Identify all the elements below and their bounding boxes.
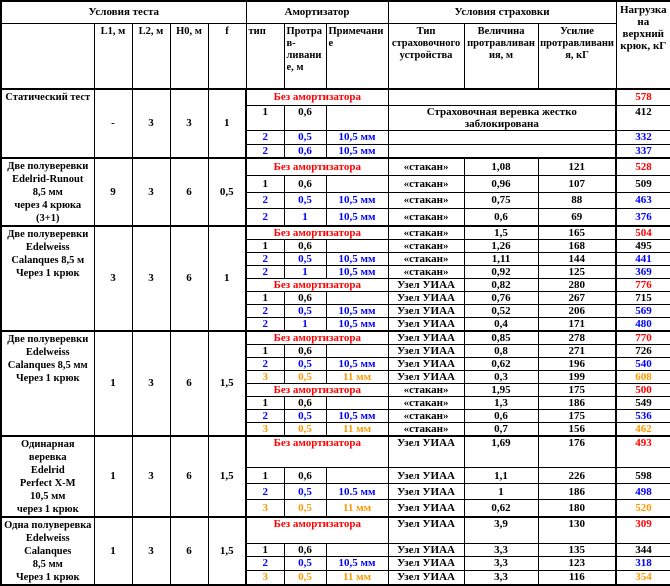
belay-device-cell: «стакан» bbox=[388, 175, 464, 192]
absorber-payout-cell: 0,5 bbox=[284, 370, 326, 383]
no-absorber-banner: Без амортизатора bbox=[246, 436, 388, 468]
absorber-payout-cell: 0,5 bbox=[284, 422, 326, 436]
section-label-line: Calanques 8,5 м bbox=[11, 254, 85, 266]
absorber-type-cell: 2 bbox=[246, 130, 284, 144]
belay-device-cell: Узел УИАА bbox=[388, 317, 464, 331]
test-l2: 3 bbox=[132, 517, 170, 585]
section-label-line: Edelrid bbox=[30, 464, 65, 476]
payout-force-cell: 171 bbox=[538, 317, 616, 331]
no-absorber-banner: Без амортизатора bbox=[246, 383, 388, 396]
payout-value-cell: 1,26 bbox=[464, 239, 538, 252]
payout-value-cell: 1,1 bbox=[464, 468, 538, 484]
absorber-type-cell: 2 bbox=[246, 265, 284, 278]
belay-device-cell: Узел УИАА bbox=[388, 468, 464, 484]
absorber-type-cell: 1 bbox=[246, 175, 284, 192]
absorber-note-cell: 10,5 мм bbox=[326, 192, 388, 209]
section-label bbox=[1, 226, 94, 331]
column-header-belay-device-type: Тип страховочного устройства bbox=[388, 23, 464, 89]
absorber-payout-cell: 0,5 bbox=[284, 252, 326, 265]
section-label-line: Через 1 крюк bbox=[15, 267, 80, 279]
top-hook-load-cell: 337 bbox=[616, 144, 670, 158]
no-absorber-banner: Без амортизатора bbox=[246, 158, 388, 176]
payout-value-cell: 0,6 bbox=[464, 409, 538, 422]
section-label-line: через 4 крюка (3+1) bbox=[14, 199, 82, 224]
absorber-note-cell: 11 мм bbox=[326, 422, 388, 436]
absorber-payout-cell: 0,6 bbox=[284, 543, 326, 556]
top-hook-load-cell: 540 bbox=[616, 357, 670, 370]
absorber-type-cell: 1 bbox=[246, 239, 284, 252]
payout-force-cell: 186 bbox=[538, 396, 616, 409]
absorber-type-cell: 2 bbox=[246, 192, 284, 209]
section-label-line: Две полуверевки bbox=[7, 228, 89, 240]
column-header-row-label bbox=[1, 23, 94, 89]
absorber-note-cell: 10,5 мм bbox=[326, 265, 388, 278]
payout-force-cell: 168 bbox=[538, 239, 616, 252]
absorber-type-cell: 3 bbox=[246, 422, 284, 436]
payout-force-cell: 278 bbox=[538, 331, 616, 345]
payout-value-cell: 1,95 bbox=[464, 383, 538, 396]
section-label-line: Edelrid-Runout bbox=[12, 173, 84, 185]
absorber-note-cell: 11 мм bbox=[326, 370, 388, 383]
payout-value-cell: 1,08 bbox=[464, 158, 538, 176]
top-hook-load-cell: 480 bbox=[616, 317, 670, 331]
no-absorber-banner: Без амортизатора bbox=[246, 278, 388, 291]
absorber-type-cell: 2 bbox=[246, 317, 284, 331]
test-h0: 6 bbox=[170, 158, 208, 226]
belay-device-cell: Узел УИАА bbox=[388, 557, 464, 570]
payout-force-cell: 125 bbox=[538, 265, 616, 278]
column-header-l1: L1, м bbox=[94, 23, 132, 89]
absorber-note-cell: 10,5 мм bbox=[326, 304, 388, 317]
test-h0: 6 bbox=[170, 226, 208, 331]
payout-force-cell: 175 bbox=[538, 409, 616, 422]
absorber-payout-cell: 0,5 bbox=[284, 409, 326, 422]
payout-force-cell: 123 bbox=[538, 557, 616, 570]
absorber-payout-cell: 1 bbox=[284, 317, 326, 331]
absorber-note-cell bbox=[326, 468, 388, 484]
section-label-line: 8,5 мм bbox=[32, 558, 63, 570]
belay-device-cell: Узел УИАА bbox=[388, 484, 464, 500]
belay-device-cell: «стакан» bbox=[388, 226, 464, 240]
absorber-type-cell: 1 bbox=[246, 468, 284, 484]
test-h0: 3 bbox=[170, 89, 208, 158]
belay-device-cell: Узел УИАА bbox=[388, 436, 464, 468]
payout-force-cell: 196 bbox=[538, 357, 616, 370]
section-label-line: Две полуверевки bbox=[7, 333, 89, 345]
top-hook-load-cell: 770 bbox=[616, 331, 670, 345]
belay-device-cell: «стакан» bbox=[388, 265, 464, 278]
absorber-note-cell: 11 мм bbox=[326, 500, 388, 517]
section-label-line: через 1 крюк bbox=[16, 503, 79, 515]
absorber-note-cell: 10.5 мм bbox=[326, 484, 388, 500]
payout-value-cell: 1,5 bbox=[464, 226, 538, 240]
belay-device-cell: «стакан» bbox=[388, 239, 464, 252]
payout-force-cell: 165 bbox=[538, 226, 616, 240]
absorber-note-cell: 10,5 мм bbox=[326, 409, 388, 422]
absorber-note-cell: 10,5 мм bbox=[326, 317, 388, 331]
payout-force-cell: 206 bbox=[538, 304, 616, 317]
section-label bbox=[1, 158, 94, 226]
column-header-h0: H0, м bbox=[170, 23, 208, 89]
test-l2: 3 bbox=[132, 89, 170, 158]
absorber-note-cell bbox=[326, 105, 388, 130]
absorber-payout-cell: 0,6 bbox=[284, 468, 326, 484]
payout-value-cell: 0,3 bbox=[464, 370, 538, 383]
top-hook-load-cell: 441 bbox=[616, 252, 670, 265]
payout-force-cell: 130 bbox=[538, 517, 616, 544]
payout-value-cell: 3,9 bbox=[464, 517, 538, 544]
section-label-line: Одна полуверевка bbox=[4, 519, 92, 531]
test-l1: 3 bbox=[94, 226, 132, 331]
test-l2: 3 bbox=[132, 158, 170, 226]
section-label-line: Через 1 крюк bbox=[15, 571, 80, 583]
section-label-line: Calanques 8,5 мм bbox=[7, 359, 88, 371]
belay-device-cell: Узел УИАА bbox=[388, 500, 464, 517]
absorber-type-cell: 1 bbox=[246, 396, 284, 409]
payout-value-cell: 0,6 bbox=[464, 209, 538, 226]
top-hook-load-cell: 500 bbox=[616, 383, 670, 396]
absorber-payout-cell: 0,5 bbox=[284, 557, 326, 570]
absorber-payout-cell: 0,5 bbox=[284, 130, 326, 144]
top-hook-load-cell: 520 bbox=[616, 500, 670, 517]
test-f: 1 bbox=[208, 226, 246, 331]
belay-device-cell: «стакан» bbox=[388, 158, 464, 176]
absorber-type-cell: 2 bbox=[246, 357, 284, 370]
payout-value-cell: 1,69 bbox=[464, 436, 538, 468]
payout-value-cell: 0,96 bbox=[464, 175, 538, 192]
absorber-type-cell: 2 bbox=[246, 144, 284, 158]
group-header-belay-conditions: Условия страховки bbox=[388, 1, 616, 23]
section-label-line: Edelweiss Calanques bbox=[24, 532, 72, 557]
payout-force-cell: 186 bbox=[538, 484, 616, 500]
payout-force-cell: 271 bbox=[538, 344, 616, 357]
absorber-type-cell: 2 bbox=[246, 304, 284, 317]
top-hook-load-cell: 776 bbox=[616, 278, 670, 291]
test-f: 0,5 bbox=[208, 158, 246, 226]
belay-device-cell: «стакан» bbox=[388, 396, 464, 409]
no-absorber-banner: Без амортизатора bbox=[246, 226, 388, 240]
section-label bbox=[1, 331, 94, 436]
top-hook-load-cell: 412 bbox=[616, 105, 670, 130]
absorber-payout-cell: 0,6 bbox=[284, 344, 326, 357]
absorber-note-cell bbox=[326, 175, 388, 192]
top-hook-load-cell: 318 bbox=[616, 557, 670, 570]
payout-force-cell: 267 bbox=[538, 291, 616, 304]
payout-force-cell: 175 bbox=[538, 383, 616, 396]
absorber-type-cell: 3 bbox=[246, 570, 284, 584]
belay-device-cell: «стакан» bbox=[388, 192, 464, 209]
test-f: 1 bbox=[208, 89, 246, 158]
section-label-line: 10,5 мм bbox=[30, 490, 66, 502]
belay-device-cell: «стакан» bbox=[388, 209, 464, 226]
absorber-payout-cell: 0,5 bbox=[284, 484, 326, 500]
top-hook-load-cell: 495 bbox=[616, 239, 670, 252]
belay-device-cell: Узел УИАА bbox=[388, 357, 464, 370]
section-label bbox=[1, 89, 94, 158]
payout-value-cell: 3,3 bbox=[464, 557, 538, 570]
section-label-line: Статический тест bbox=[5, 92, 91, 103]
column-header-payout-amount: Величина протравливания, м bbox=[464, 23, 538, 89]
absorber-type-cell: 1 bbox=[246, 291, 284, 304]
test-l2: 3 bbox=[132, 331, 170, 436]
top-hook-load-cell: 569 bbox=[616, 304, 670, 317]
top-hook-load-cell: 498 bbox=[616, 484, 670, 500]
payout-force-cell: 156 bbox=[538, 422, 616, 436]
payout-force-cell: 180 bbox=[538, 500, 616, 517]
absorber-note-cell bbox=[326, 543, 388, 556]
top-hook-load-cell: 549 bbox=[616, 396, 670, 409]
absorber-type-cell: 1 bbox=[246, 105, 284, 130]
absorber-payout-cell: 1 bbox=[284, 209, 326, 226]
belay-device-cell: Узел УИАА bbox=[388, 370, 464, 383]
payout-value-cell: 0,85 bbox=[464, 331, 538, 345]
section-label-line: Одинарная веревка bbox=[20, 438, 75, 463]
test-h0: 6 bbox=[170, 331, 208, 436]
absorber-note-cell: 10,5 мм bbox=[326, 357, 388, 370]
section-label-line: Edelweiss bbox=[25, 346, 70, 358]
belay-device-cell: Узел УИАА bbox=[388, 344, 464, 357]
absorber-payout-cell: 1 bbox=[284, 265, 326, 278]
section-label-line: Через 1 крюк bbox=[15, 372, 80, 384]
column-header-top-hook-load: Нагрузка на верхний крюк, кГ bbox=[616, 1, 670, 89]
top-hook-load-cell: 462 bbox=[616, 422, 670, 436]
top-hook-load-cell: 463 bbox=[616, 192, 670, 209]
payout-value-cell: 3,3 bbox=[464, 570, 538, 584]
test-f: 1,5 bbox=[208, 331, 246, 436]
payout-value-cell: 1,3 bbox=[464, 396, 538, 409]
payout-force-cell: 226 bbox=[538, 468, 616, 484]
absorber-type-cell: 2 bbox=[246, 252, 284, 265]
top-hook-load-cell: 536 bbox=[616, 409, 670, 422]
absorber-type-cell: 2 bbox=[246, 557, 284, 570]
payout-value-cell: 0,92 bbox=[464, 265, 538, 278]
payout-force-cell: 176 bbox=[538, 436, 616, 468]
top-hook-load-cell: 715 bbox=[616, 291, 670, 304]
payout-value-cell: 0,4 bbox=[464, 317, 538, 331]
test-f: 1,5 bbox=[208, 517, 246, 585]
absorber-payout-cell: 0,6 bbox=[284, 239, 326, 252]
belay-device-cell: Узел УИАА bbox=[388, 291, 464, 304]
test-h0: 6 bbox=[170, 436, 208, 517]
section-label-line: Edelweiss bbox=[25, 241, 70, 253]
payout-value-cell: 0,62 bbox=[464, 357, 538, 370]
top-hook-load-cell: 726 bbox=[616, 344, 670, 357]
payout-force-cell: 144 bbox=[538, 252, 616, 265]
top-hook-load-cell: 493 bbox=[616, 436, 670, 468]
payout-force-cell: 280 bbox=[538, 278, 616, 291]
absorber-type-cell: 1 bbox=[246, 543, 284, 556]
belay-device-cell: Узел УИАА bbox=[388, 543, 464, 556]
absorber-payout-cell: 0,5 bbox=[284, 357, 326, 370]
payout-value-cell: 0,8 bbox=[464, 344, 538, 357]
absorber-note-cell: 10,5 мм bbox=[326, 252, 388, 265]
absorber-payout-cell: 0,5 bbox=[284, 500, 326, 517]
top-hook-load-cell: 504 bbox=[616, 226, 670, 240]
top-hook-load-cell: 332 bbox=[616, 130, 670, 144]
group-header-absorber: Амортизатор bbox=[246, 1, 388, 23]
section-label bbox=[1, 436, 94, 517]
belay-note-span-cell bbox=[388, 144, 616, 158]
payout-value-cell: 0,52 bbox=[464, 304, 538, 317]
payout-force-cell: 69 bbox=[538, 209, 616, 226]
payout-value-cell: 1 bbox=[464, 484, 538, 500]
payout-value-cell: 0,62 bbox=[464, 500, 538, 517]
payout-force-cell: 135 bbox=[538, 543, 616, 556]
test-l1: 1 bbox=[94, 331, 132, 436]
absorber-note-cell bbox=[326, 239, 388, 252]
column-header-note: Примечание bbox=[326, 23, 388, 89]
absorber-type-cell: 2 bbox=[246, 209, 284, 226]
section-label-line: 8,5 мм bbox=[32, 186, 63, 198]
belay-note-span-cell: Страховочная веревка жестко заблокирована bbox=[388, 105, 616, 130]
payout-force-cell: 116 bbox=[538, 570, 616, 584]
payout-value-cell: 0,75 bbox=[464, 192, 538, 209]
absorber-payout-cell: 0,5 bbox=[284, 304, 326, 317]
test-l1: - bbox=[94, 89, 132, 158]
absorber-payout-cell: 0,6 bbox=[284, 175, 326, 192]
belay-device-cell: Узел УИАА bbox=[388, 570, 464, 584]
test-l2: 3 bbox=[132, 226, 170, 331]
table-header bbox=[1, 1, 670, 89]
column-header-absorber-type: тип bbox=[246, 23, 284, 89]
no-absorber-banner: Без амортизатора bbox=[246, 517, 388, 544]
payout-force-cell: 121 bbox=[538, 158, 616, 176]
absorber-type-cell: 1 bbox=[246, 344, 284, 357]
absorber-note-cell: 10,5 мм bbox=[326, 557, 388, 570]
payout-value-cell: 0,7 bbox=[464, 422, 538, 436]
section-label-line: Две полуверевки bbox=[7, 160, 89, 172]
top-hook-load-cell: 598 bbox=[616, 468, 670, 484]
section-label-line: Perfect X-M bbox=[19, 477, 76, 489]
belay-device-cell: «стакан» bbox=[388, 252, 464, 265]
column-header-f: f bbox=[208, 23, 246, 89]
top-hook-load-cell: 509 bbox=[616, 175, 670, 192]
top-hook-load-cell: 376 bbox=[616, 209, 670, 226]
absorber-payout-cell: 0,6 bbox=[284, 144, 326, 158]
payout-value-cell: 0,82 bbox=[464, 278, 538, 291]
belay-note-span-cell bbox=[388, 130, 616, 144]
test-l2: 3 bbox=[132, 436, 170, 517]
belay-device-cell: Узел УИАА bbox=[388, 304, 464, 317]
top-hook-load-cell: 369 bbox=[616, 265, 670, 278]
absorber-payout-cell: 0,6 bbox=[284, 396, 326, 409]
payout-value-cell: 3,3 bbox=[464, 543, 538, 556]
top-hook-load-cell: 578 bbox=[616, 89, 670, 105]
absorber-payout-cell: 0,5 bbox=[284, 570, 326, 584]
payout-force-cell: 107 bbox=[538, 175, 616, 192]
absorber-note-cell bbox=[326, 396, 388, 409]
absorber-note-cell: 10,5 мм bbox=[326, 144, 388, 158]
group-header-test-conditions: Условия теста bbox=[1, 1, 246, 23]
table-body bbox=[1, 89, 670, 585]
belay-device-cell: «стакан» bbox=[388, 383, 464, 396]
test-l1: 1 bbox=[94, 517, 132, 585]
test-f: 1,5 bbox=[208, 436, 246, 517]
belay-device-cell: «стакан» bbox=[388, 409, 464, 422]
column-header-l2: L2, м bbox=[132, 23, 170, 89]
column-header-absorber-payout: Протрав-ливание, м bbox=[284, 23, 326, 89]
absorber-note-cell: 10,5 мм bbox=[326, 130, 388, 144]
top-hook-load-cell: 344 bbox=[616, 543, 670, 556]
top-hook-load-cell: 354 bbox=[616, 570, 670, 584]
absorber-note-cell: 11 мм bbox=[326, 570, 388, 584]
absorber-type-cell: 3 bbox=[246, 370, 284, 383]
top-hook-load-cell: 528 bbox=[616, 158, 670, 176]
no-absorber-banner: Без амортизатора bbox=[246, 331, 388, 345]
test-h0: 6 bbox=[170, 517, 208, 585]
payout-force-cell: 199 bbox=[538, 370, 616, 383]
belay-device-cell: Узел УИАА bbox=[388, 517, 464, 544]
absorber-payout-cell: 0,5 bbox=[284, 192, 326, 209]
absorber-type-cell: 3 bbox=[246, 500, 284, 517]
absorber-type-cell: 2 bbox=[246, 484, 284, 500]
no-absorber-banner: Без амортизатора bbox=[246, 89, 388, 105]
payout-force-cell: 88 bbox=[538, 192, 616, 209]
section-label bbox=[1, 517, 94, 585]
absorber-note-cell bbox=[326, 344, 388, 357]
belay-device-cell: Узел УИАА bbox=[388, 331, 464, 345]
absorber-payout-cell: 0,6 bbox=[284, 105, 326, 130]
absorber-type-cell: 2 bbox=[246, 409, 284, 422]
absorber-payout-cell: 0,6 bbox=[284, 291, 326, 304]
belay-device-cell: Узел УИАА bbox=[388, 278, 464, 291]
top-hook-load-cell: 608 bbox=[616, 370, 670, 383]
top-hook-load-cell: 309 bbox=[616, 517, 670, 544]
column-header-payout-force: Усилие протравливания, кГ bbox=[538, 23, 616, 89]
absorber-note-cell bbox=[326, 291, 388, 304]
payout-value-cell: 1,11 bbox=[464, 252, 538, 265]
payout-value-cell: 0,76 bbox=[464, 291, 538, 304]
belay-note-span-cell bbox=[388, 89, 616, 105]
test-l1: 1 bbox=[94, 436, 132, 517]
belay-device-cell: «стакан» bbox=[388, 422, 464, 436]
absorber-note-cell: 10,5 мм bbox=[326, 209, 388, 226]
test-l1: 9 bbox=[94, 158, 132, 226]
